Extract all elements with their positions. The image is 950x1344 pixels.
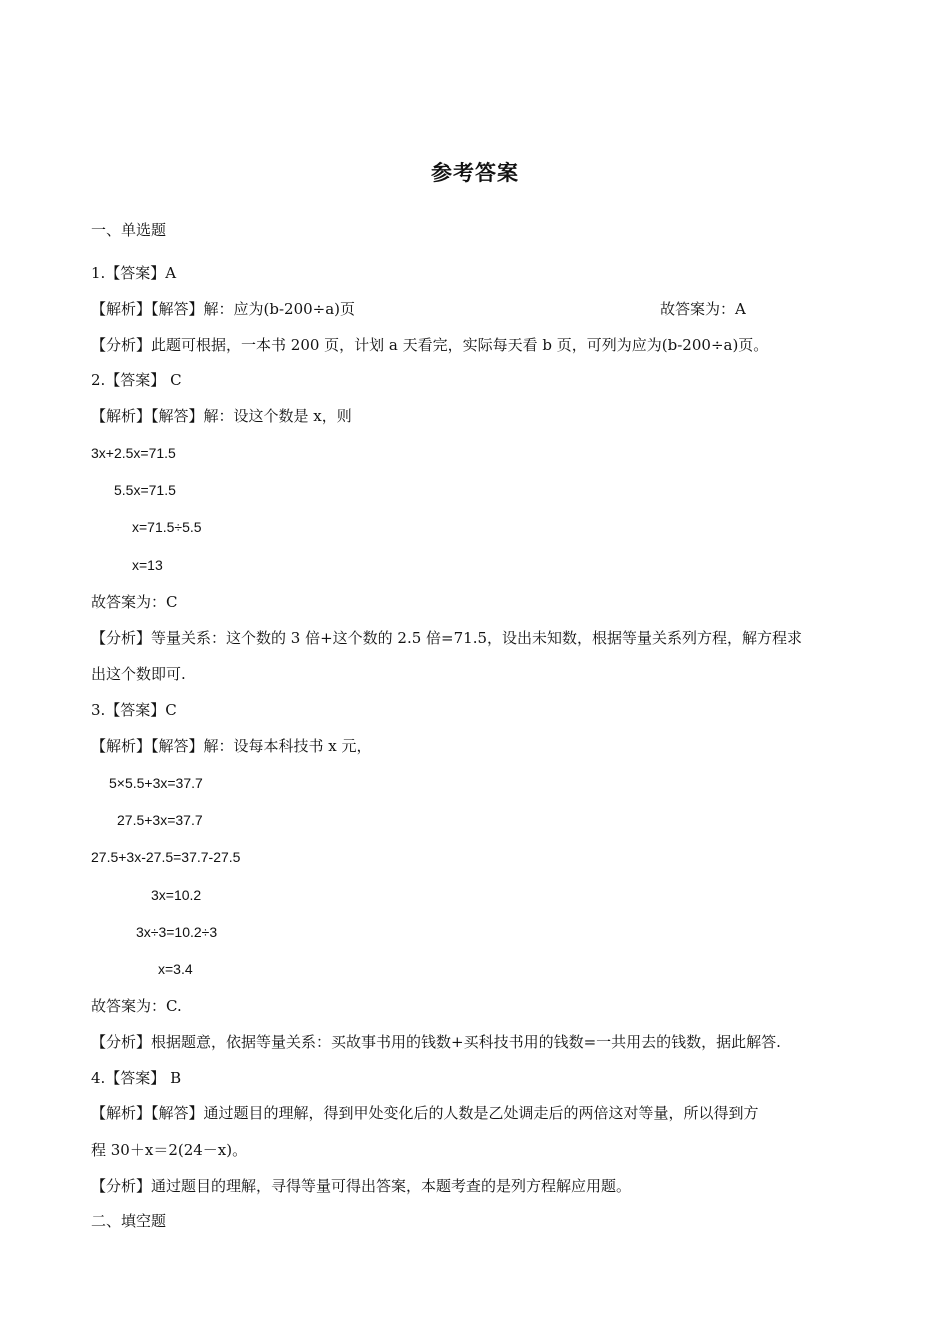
q3-step-4: 3x=10.2	[151, 887, 202, 903]
q3-step-3: 27.5+3x-27.5=37.7-27.5	[91, 849, 241, 865]
q1-answer: 1.【答案】A	[91, 264, 177, 282]
q4-fenxi: 【分析】通过题目的理解，寻得等量可得出答案，本题考查的是列方程解应用题。	[91, 1177, 632, 1195]
page-title: 参考答案	[431, 160, 519, 185]
q2-step-4: x=13	[132, 557, 163, 573]
section-heading-single-choice: 一、单选题	[91, 221, 167, 239]
q1-conclusion: 故答案为：A	[660, 300, 746, 318]
q3-step-2: 27.5+3x=37.7	[117, 812, 203, 828]
q3-analysis: 【解析】【解答】解：设每本科技书 x 元，	[91, 737, 372, 755]
q3-step-6: x=3.4	[158, 961, 193, 977]
q4-analysis-line-2: 程 30＋x＝2(24－x)。	[91, 1141, 248, 1159]
q2-fenxi-line-2: 出这个数即可.	[91, 665, 186, 683]
q2-analysis: 【解析】【解答】解：设这个数是 x，则	[91, 407, 352, 425]
section-heading-fill-in: 二、填空题	[91, 1212, 167, 1230]
q4-answer: 4.【答案】 B	[91, 1069, 182, 1087]
q2-answer: 2.【答案】 C	[91, 371, 182, 389]
q4-analysis-line-1: 【解析】【解答】通过题目的理解，得到甲处变化后的人数是乙处调走后的两倍这对等量，所以得到方	[91, 1104, 759, 1122]
q2-step-2: 5.5x=71.5	[114, 482, 176, 498]
q3-step-5: 3x÷3=10.2÷3	[136, 924, 218, 940]
q3-fenxi: 【分析】根据题意，依据等量关系：买故事书用的钱数+买科技书用的钱数=一共用去的钱数，据此解答.	[91, 1033, 781, 1051]
q2-fenxi-line-1: 【分析】等量关系：这个数的 3 倍+这个数的 2.5 倍=71.5，设出未知数，根据等量关系列方程，解方程求	[91, 629, 803, 647]
q2-conclusion: 故答案为：C	[91, 593, 178, 611]
q2-step-1: 3x+2.5x=71.5	[91, 445, 176, 461]
q3-step-1: 5×5.5+3x=37.7	[109, 775, 203, 791]
q3-conclusion: 故答案为：C.	[91, 997, 182, 1015]
q1-fenxi: 【分析】此题可根据，一本书 200 页，计划 a 天看完，实际每天看 b 页，可列为应为(b-200÷a)页。	[91, 336, 769, 354]
q1-analysis: 【解析】【解答】解：应为(b-200÷a)页	[91, 300, 356, 318]
q3-answer: 3.【答案】C	[91, 701, 177, 719]
q2-step-3: x=71.5÷5.5	[132, 519, 202, 535]
